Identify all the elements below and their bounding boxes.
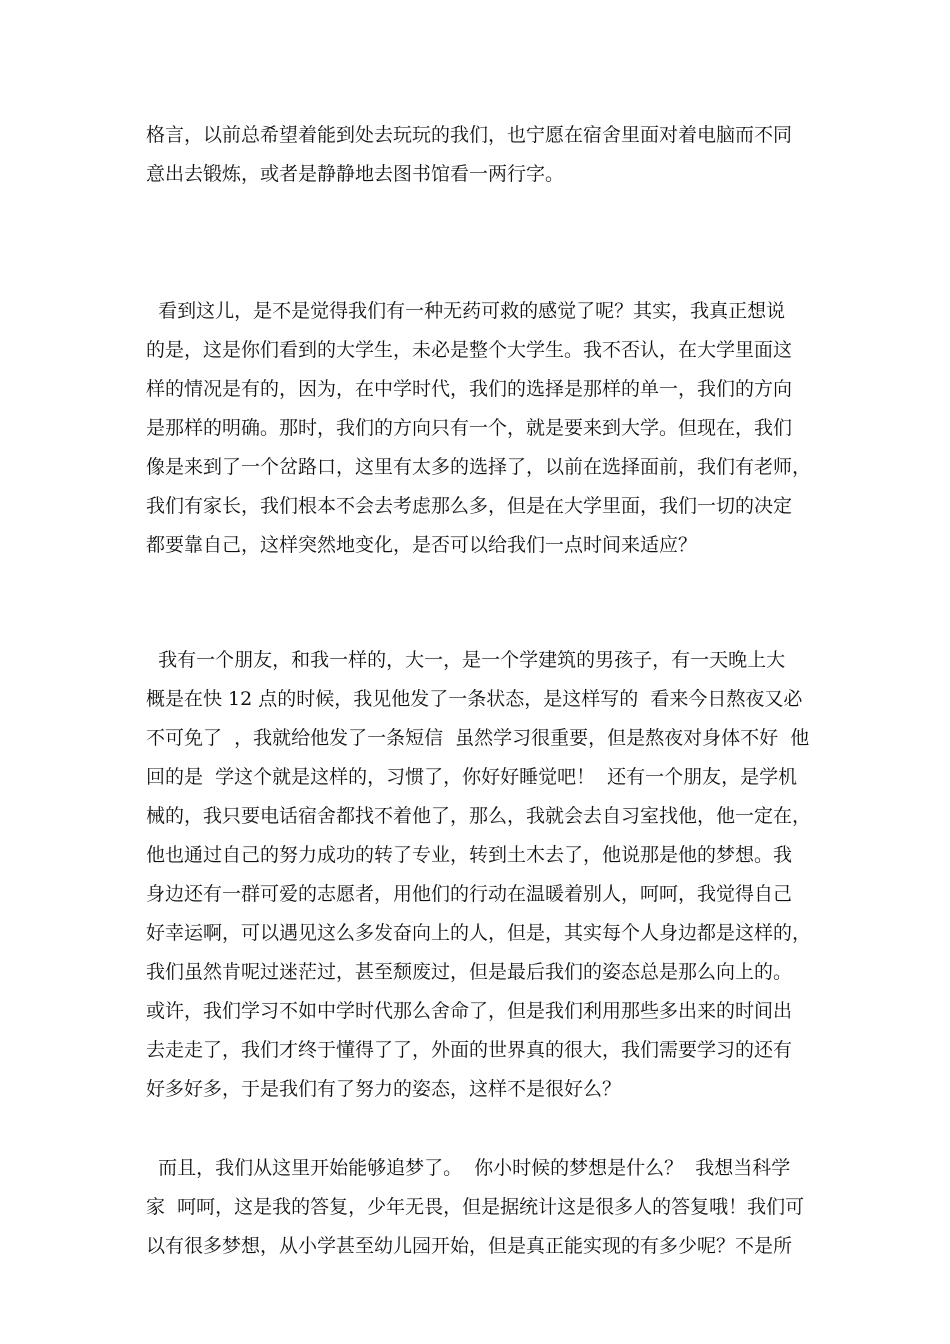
text-line: 而且，我们从这里开始能够追梦了。 你小时候的梦想是什么？ 我想当科学 [146,1157,791,1179]
text-line: 械的，我只要电话宿舍都找不着他了，那么，我就会去自习室找他，他一定在， [146,805,812,827]
text-line: 好幸运啊，可以遇见这么多发奋向上的人，但是，其实每个人身边都是这样的， [146,922,812,944]
text-line: 他也通过自己的努力成功的转了专业，转到土木去了，他说那是他的梦想。我 [146,844,793,866]
text-line: 以有很多梦想，从小学甚至幼儿园开始，但是真正能实现的有多少呢？不是所 [146,1235,793,1257]
text-line: 意出去锻炼，或者是静静地去图书馆看一两行字。 [146,163,565,185]
text-line: 好多好多，于是我们有了努力的姿态，这样不是很好么？ [146,1078,622,1100]
text-line: 我们虽然肯呢过迷茫过，甚至颓废过，但是最后我们的姿态总是那么向上的。 [146,961,793,983]
text-line: 或许，我们学习不如中学时代那么舍命了，但是我们利用那些多出来的时间出 [146,1000,793,1022]
text-line: 身边还有一群可爱的志愿者，用他们的行动在温暖着别人，呵呵，我觉得自己 [146,883,793,905]
text-line: 我有一个朋友，和我一样的，大一，是一个学建筑的男孩子，有一天晚上大 [146,649,786,671]
text-line: 回的是 学这个就是这样的，习惯了，你好好睡觉吧！ 还有一个朋友，是学机 [146,766,798,788]
text-line: 我们有家长，我们根本不会去考虑那么多，但是在大学里面，我们一切的决定 [146,495,793,517]
text-line: 像是来到了一个岔路口，这里有太多的选择了，以前在选择面前，我们有老师， [146,456,812,478]
text-line: 看到这儿，是不是觉得我们有一种无药可救的感觉了呢？其实，我真正想说 [146,300,786,322]
text-line: 都要靠自己，这样突然地变化，是否可以给我们一点时间来适应？ [146,534,698,556]
text-line: 概是在快 12 点的时候，我见他发了一条状态，是这样写的 看来今日熬夜又必 [146,688,803,710]
text-line: 是那样的明确。那时，我们的方向只有一个，就是要来到大学。但现在，我们 [146,417,793,439]
text-line: 格言，以前总希望着能到处去玩玩的我们，也宁愿在宿舍里面对着电脑而不同 [146,124,793,146]
text-line: 家 呵呵，这是我的答复，少年无畏，但是据统计这是很多人的答复哦！我们可 [146,1196,805,1218]
text-line: 去走走了，我们才终于懂得了了，外面的世界真的很大，我们需要学习的还有 [146,1039,793,1061]
text-line: 不可免了 ，我就给他发了一条短信 虽然学习很重要，但是熬夜对身体不好 他 [146,727,810,749]
text-line: 的是，这是你们看到的大学生，未必是整个大学生。我不否认，在大学里面这 [146,339,793,361]
text-line: 样的情况是有的，因为，在中学时代，我们的选择是那样的单一，我们的方向 [146,378,793,400]
